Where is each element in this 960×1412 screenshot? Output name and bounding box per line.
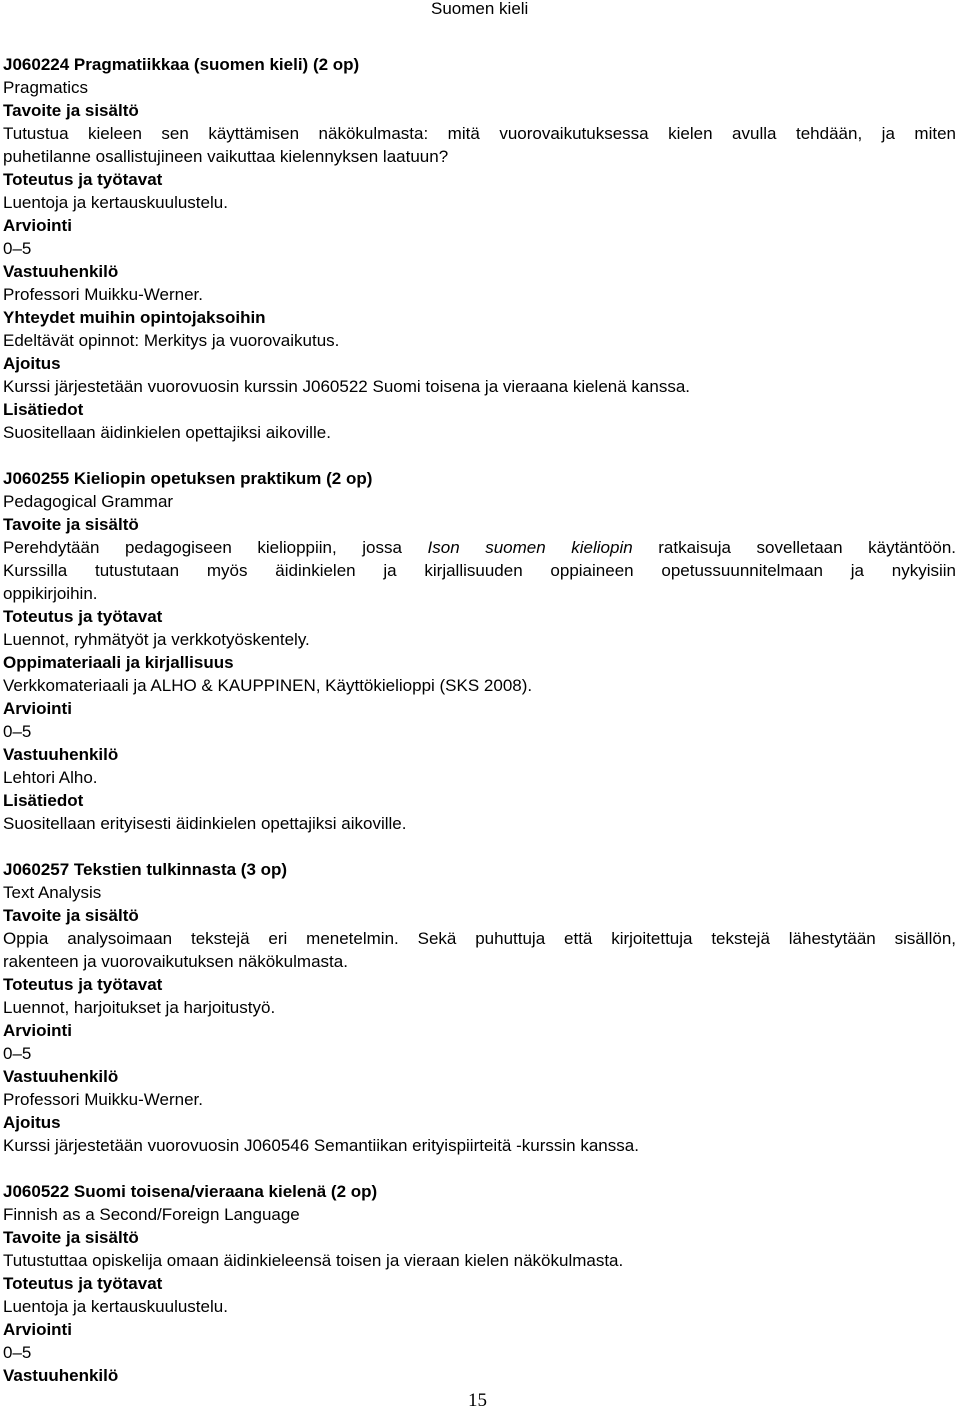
section-text: Kurssilla tutustutaan myös äidinkielen ja kirjallisuuden oppiaineen opetussuunnitelmaan ja nykyisiin xyxy=(3,561,956,580)
course-title: J060255 Kieliopin opetuksen praktikum (2 op) xyxy=(3,469,373,488)
section-heading: Arviointi xyxy=(3,216,72,235)
section-text: 0–5 xyxy=(3,722,32,741)
course-english-name: Text Analysis xyxy=(3,883,102,902)
section-text: Kurssi järjestetään vuorovuosin kurssin J060522 Suomi toisena ja vieraana kielenä kanssa. xyxy=(3,377,690,396)
section-heading: Ajoitus xyxy=(3,354,61,373)
section-text: Edeltävät opinnot: Merkitys ja vuorovaikutus. xyxy=(3,331,340,350)
course-title: J060257 Tekstien tulkinnasta (3 op) xyxy=(3,860,288,879)
book-title: Ison suomen kieliopin xyxy=(427,538,633,557)
section-heading: Vastuuhenkilö xyxy=(3,1366,119,1385)
document-body xyxy=(3,53,956,1387)
section-text: Luentoja ja kertauskuulustelu. xyxy=(3,193,228,212)
section-text: Luennot, harjoitukset ja harjoitustyö. xyxy=(3,998,276,1017)
running-header: Suomen kieli xyxy=(431,0,529,18)
course-english-name: Finnish as a Second/Foreign Language xyxy=(3,1205,300,1224)
section-text: Perehdytään pedagogiseen kielioppiin, jossa Ison suomen kieliopin ratkaisuja sovelletaan käytäntöön. xyxy=(3,538,957,557)
course-english-name: Pragmatics xyxy=(3,78,89,97)
section-heading: Vastuuhenkilö xyxy=(3,1067,119,1086)
section-heading: Toteutus ja työtavat xyxy=(3,1274,163,1293)
section-text: 0–5 xyxy=(3,1044,32,1063)
course-section xyxy=(3,858,956,1157)
section-heading: Arviointi xyxy=(3,1021,72,1040)
section-heading: Tavoite ja sisältö xyxy=(3,515,139,534)
course-section xyxy=(3,1180,956,1387)
section-heading: Yhteydet muihin opintojaksoihin xyxy=(3,308,266,327)
section-heading: Tavoite ja sisältö xyxy=(3,906,139,925)
course-title: J060224 Pragmatiikkaa (suomen kieli) (2 op) xyxy=(3,55,360,74)
section-heading: Vastuuhenkilö xyxy=(3,745,119,764)
section-text: Tutustuttaa opiskelija omaan äidinkieleensä toisen ja vieraan kielen näkökulmasta. xyxy=(3,1251,624,1270)
course-english-name: Pedagogical Grammar xyxy=(3,492,174,511)
section-text: oppikirjoihin. xyxy=(3,584,98,603)
section-text: Kurssi järjestetään vuorovuosin J060546 Semantiikan erityispiirteitä -kurssin kanssa. xyxy=(3,1136,639,1155)
section-text: Professori Muikku-Werner. xyxy=(3,1090,203,1109)
course-title: J060522 Suomi toisena/vieraana kielenä (2 op) xyxy=(3,1182,378,1201)
section-text: Oppia analysoimaan tekstejä eri menetelmin. Sekä puhuttuja että kirjoitettuja tekstejä lähestytään sisällön, xyxy=(3,929,956,948)
section-text: Professori Muikku-Werner. xyxy=(3,285,203,304)
section-heading: Toteutus ja työtavat xyxy=(3,607,163,626)
section-heading: Arviointi xyxy=(3,699,72,718)
page-number: 15 xyxy=(468,1390,487,1411)
section-text: Luentoja ja kertauskuulustelu. xyxy=(3,1297,228,1316)
section-text: rakenteen ja vuorovaikutuksen näkökulmasta. xyxy=(3,952,348,971)
course-section xyxy=(3,467,956,835)
section-text: 0–5 xyxy=(3,1343,32,1362)
course-section xyxy=(3,53,956,444)
section-heading: Lisätiedot xyxy=(3,400,84,419)
section-text: Tutustua kieleen sen käyttämisen näkökulmasta: mitä vuorovaikutuksessa kielen avulla tehdään, ja miten xyxy=(3,124,956,143)
section-text: Suositellaan äidinkielen opettajiksi aikoville. xyxy=(3,423,331,442)
section-text: Verkkomateriaali ja ALHO & KAUPPINEN, Käyttökielioppi (SKS 2008). xyxy=(3,676,533,695)
section-heading: Arviointi xyxy=(3,1320,72,1339)
section-heading: Tavoite ja sisältö xyxy=(3,101,139,120)
section-text: Lehtori Alho. xyxy=(3,768,98,787)
section-heading: Ajoitus xyxy=(3,1113,61,1132)
section-heading: Oppimateriaali ja kirjallisuus xyxy=(3,653,234,672)
section-heading: Toteutus ja työtavat xyxy=(3,170,163,189)
section-text: 0–5 xyxy=(3,239,32,258)
section-heading: Tavoite ja sisältö xyxy=(3,1228,139,1247)
section-heading: Toteutus ja työtavat xyxy=(3,975,163,994)
section-text: puhetilanne osallistujineen vaikuttaa kielennyksen laatuun? xyxy=(3,147,449,166)
section-text: Suositellaan erityisesti äidinkielen opettajiksi aikoville. xyxy=(3,814,407,833)
section-heading: Lisätiedot xyxy=(3,791,84,810)
section-text: Luennot, ryhmätyöt ja verkkotyöskentely. xyxy=(3,630,310,649)
section-heading: Vastuuhenkilö xyxy=(3,262,119,281)
